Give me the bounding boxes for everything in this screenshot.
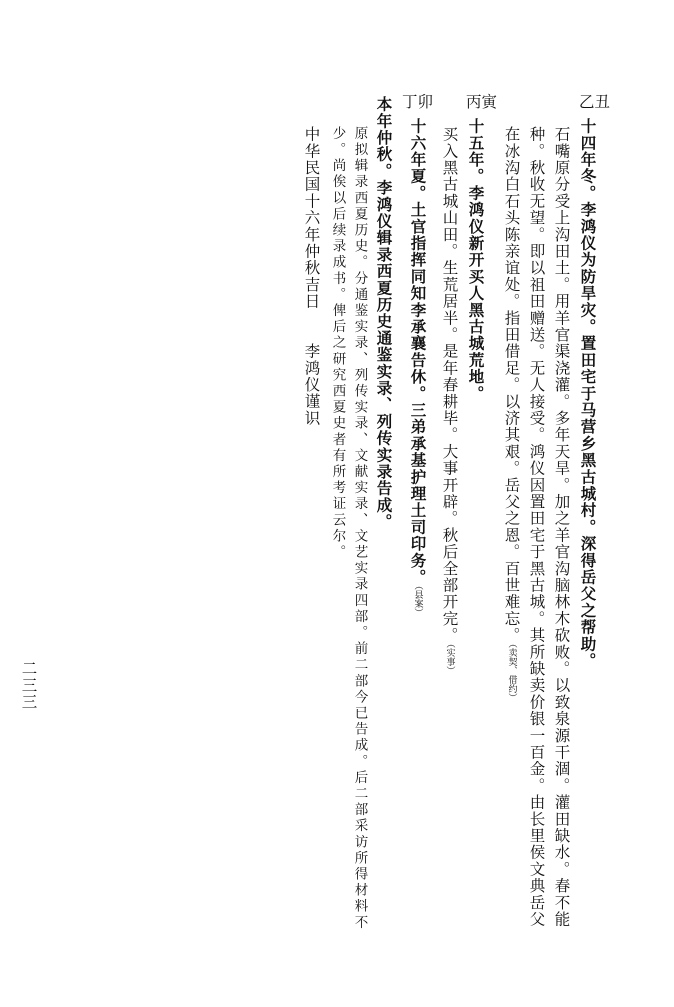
entry-heading: 十五年。李鸿仪新开买人黑古城荒地。 <box>466 118 486 402</box>
entry-text-line <box>503 126 519 702</box>
page-number: 二三三 <box>19 660 38 711</box>
entry-text: 买入黑古城山田。生荒居半。是年春耕毕。大事开辟。秋后全部开完。 <box>440 126 459 644</box>
cyclical-year-label: 丙寅 <box>466 93 498 111</box>
source-note: （实事） <box>444 643 455 676</box>
entry-text: 在冰沟白石头陈亲谊处。指田借足。以济其艰。岳父之恩。百世难忘。 <box>502 126 521 644</box>
cyclical-year-label: 丁卯 <box>402 93 434 111</box>
cyclical-year-label: 乙丑 <box>579 93 611 111</box>
entry-text: 十六年夏。土官指挥同知李承襄告休。三弟承基护理土司印务。 <box>408 118 428 586</box>
postscript-line: 少。尚俟以后续录成书。俾后之研究西夏史者有所考证云尔。 <box>329 126 346 561</box>
source-note: （县案） <box>412 585 423 618</box>
signature-date: 中华民国十六年仲秋吉日 <box>302 126 321 310</box>
entry-heading <box>410 118 426 617</box>
signature-author: 李鸿仪谨识 <box>302 343 321 427</box>
entry-heading: 本年仲秋。李鸿仪辑录西夏历史通鉴实录、列传实录告成。 <box>374 96 394 531</box>
postscript-line: 原拟辑录西夏历史。分通鉴实录、列传实录、文献实录、文艺实录四部。前二部今已告成。后二部采访所得材料不 <box>351 126 368 931</box>
source-note: （卖契、借约） <box>506 643 517 703</box>
entry-text-line: 石嘴原分受上沟田土。用羊官渠浇灌。多年天旱。加之羊官沟脑林木砍败。以致泉源干涸。灌田缺水。春不能 <box>552 126 571 928</box>
entry-text-line <box>441 126 457 675</box>
entry-heading: 十四年冬。李鸿仪为防旱灾。置田宅于马营乡黑古城村。深得岳父之帮助。 <box>578 118 598 670</box>
entry-text-line: 种。秋收无望。即以祖田赠送。无人接受。鸿仪因置田宅于黑古城。其所缺卖价银一百金。由长里侯文典岳父 <box>527 126 546 928</box>
